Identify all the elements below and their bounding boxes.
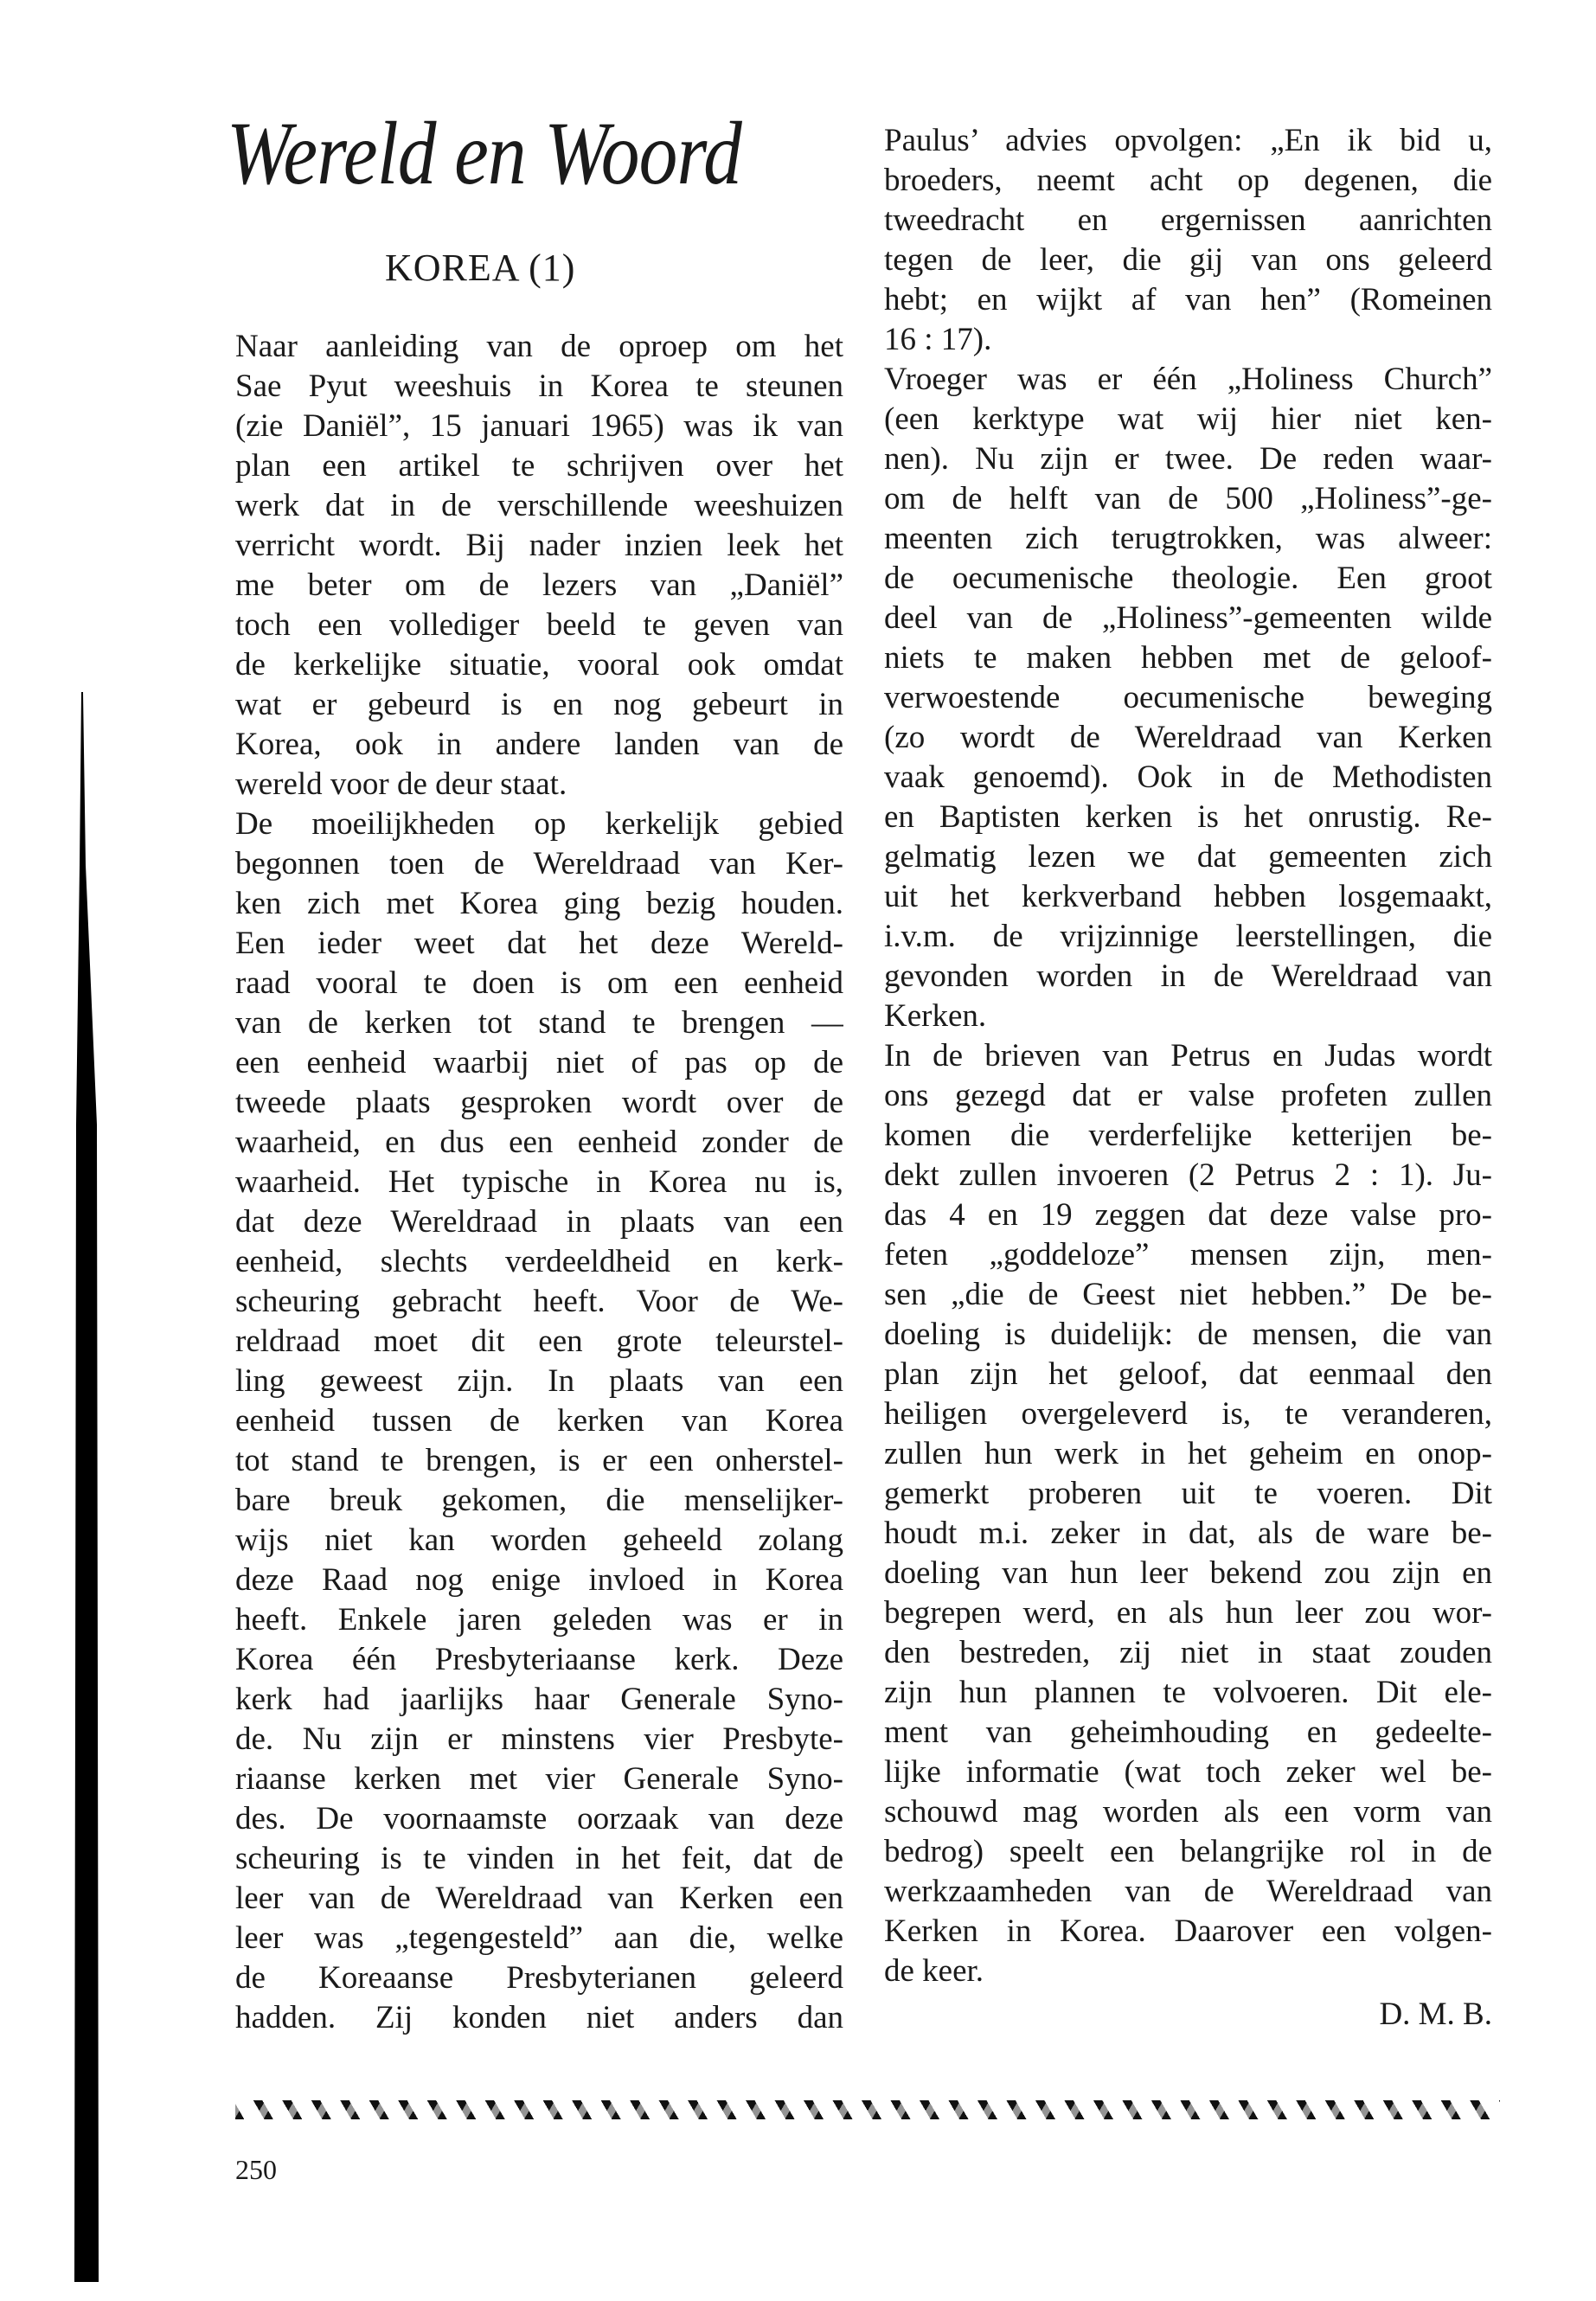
text-line: feten „goddeloze” mensen zijn, men- — [884, 1237, 1492, 1272]
text-line: me beter om de lezers van „Daniël” — [235, 567, 843, 603]
text-line: das 4 en 19 zeggen dat deze valse pro- — [884, 1197, 1492, 1233]
text-line: hebt; en wijkt af van hen” (Romeinen — [884, 282, 1492, 317]
text-line: verwoestende oecumenische beweging — [884, 680, 1492, 715]
text-line: riaanse kerken met vier Generale Syno- — [235, 1761, 843, 1797]
text-line: De moeilijkheden op kerkelijk gebied — [235, 806, 843, 842]
text-line: 16 : 17). — [884, 322, 992, 357]
text-line: deel van de „Holiness”-gemeenten wilde — [884, 600, 1492, 636]
text-line: komen die verderfelijke ketterijen be- — [884, 1118, 1492, 1153]
text-line: plan een artikel te schrijven over het — [235, 448, 843, 484]
text-line: de kerkelijke situatie, vooral ook omdat — [235, 647, 843, 683]
text-line: den bestreden, zij niet in staat zouden — [884, 1635, 1492, 1670]
text-line: wat er gebeurd is en nog gebeurt in — [235, 687, 843, 722]
text-line: de keer. — [884, 1953, 984, 1989]
text-line: lijke informatie (wat toch zeker wel be- — [884, 1754, 1492, 1790]
text-line: Sae Pyut weeshuis in Korea te steunen — [235, 369, 843, 404]
text-line: uit het kerkverband hebben losgemaakt, — [884, 879, 1492, 914]
text-line: verricht wordt. Bij nader inzien leek het — [235, 528, 843, 563]
text-line: tegen de leer, die gij van ons geleerd — [884, 242, 1492, 278]
text-line: begrepen werd, en als hun leer zou wor- — [884, 1595, 1492, 1631]
text-line: begonnen toen de Wereldraad van Ker- — [235, 846, 843, 881]
article-right-column — [884, 121, 1492, 1991]
text-line: Kerken. — [884, 998, 987, 1034]
text-line: tweede plaats gesproken wordt over de — [235, 1085, 843, 1120]
text-line: eenheid, slechts verdeeldheid en kerk- — [235, 1244, 843, 1279]
page-number: 250 — [235, 2154, 277, 2185]
text-line: gelmatig lezen we dat gemeenten zich — [884, 839, 1492, 875]
text-line: broeders, neemt acht op degenen, die — [884, 163, 1492, 198]
text-line: heiligen overgeleverd is, te veranderen, — [884, 1396, 1492, 1432]
text-line: eenheid tussen de kerken van Korea — [235, 1403, 843, 1439]
text-line: hadden. Zij konden niet anders dan — [235, 2000, 843, 2035]
text-line: Naar aanleiding van de oproep om het — [235, 329, 843, 364]
text-line: bare breuk gekomen, die menselijker- — [235, 1483, 843, 1518]
text-line: wereld voor de deur staat. — [235, 766, 567, 802]
text-line: (een kerktype wat wij hier niet ken- — [884, 401, 1492, 437]
text-line: i.v.m. de vrijzinnige leerstellingen, die — [884, 919, 1492, 954]
article-heading: KOREA (1) — [385, 247, 576, 289]
text-line: vaak genoemd). Ook in de Methodisten — [884, 760, 1492, 795]
text-line: Een ieder weet dat het deze Wereld- — [235, 926, 843, 961]
text-line: zijn hun plannen te volvoeren. Dit ele- — [884, 1675, 1492, 1710]
text-line: In de brieven van Petrus en Judas wordt — [884, 1038, 1492, 1074]
text-line: schouwd mag worden als een vorm van — [884, 1794, 1492, 1830]
text-line: de oecumenische theologie. Een groot — [884, 561, 1492, 596]
text-line: gemerkt proberen uit te voeren. Dit — [884, 1476, 1492, 1511]
section-title: Wereld en Woord — [227, 104, 741, 203]
text-line: werk dat in de verschillende weeshuizen — [235, 488, 843, 523]
text-line: kerk had jaarlijks haar Generale Syno- — [235, 1682, 843, 1717]
text-line: plan zijn het geloof, dat eenmaal den — [884, 1356, 1492, 1392]
text-line: ment van geheimhouding en gedeelte- — [884, 1715, 1492, 1750]
text-line: leer was „tegengesteld” aan die, welke — [235, 1920, 843, 1956]
text-line: zullen hun werk in het geheim en onop- — [884, 1436, 1492, 1471]
text-line: leer van de Wereldraad van Kerken een — [235, 1881, 843, 1916]
text-line: wijs niet kan worden geheeld zolang — [235, 1522, 843, 1558]
author-signature: D. M. B. — [1379, 1997, 1492, 2032]
text-line: nen). Nu zijn er twee. De reden waar- — [884, 441, 1492, 477]
text-line: Kerken in Korea. Daarover een volgen- — [884, 1913, 1492, 1949]
text-line: om de helft van de 500 „Holiness”-ge- — [884, 481, 1492, 516]
text-line: doeling van hun leer bekend zou zijn en — [884, 1555, 1492, 1591]
ornamental-divider — [235, 2100, 1500, 2119]
text-line: Paulus’ advies opvolgen: „En ik bid u, — [884, 123, 1492, 158]
article-left-column — [235, 327, 843, 2038]
text-line: raad vooral te doen is om een eenheid — [235, 965, 843, 1001]
text-line: Vroeger was er één „Holiness Church” — [884, 362, 1492, 397]
text-line: de Koreaanse Presbyterianen geleerd — [235, 1960, 843, 1996]
text-line: meenten zich terugtrokken, was alweer: — [884, 521, 1492, 556]
text-line: toch een vollediger beeld te geven van — [235, 607, 843, 643]
text-line: niets te maken hebben met de geloof- — [884, 640, 1492, 676]
text-line: gevonden worden in de Wereldraad van — [884, 958, 1492, 994]
text-line: tweedracht en ergernissen aanrichten — [884, 202, 1492, 238]
text-line: en Baptisten kerken is het onrustig. Re- — [884, 799, 1492, 835]
text-line: een eenheid waarbij niet of pas op de — [235, 1045, 843, 1080]
text-line: scheuring is te vinden in het feit, dat de — [235, 1841, 843, 1876]
text-line: Korea één Presbyteriaanse kerk. Deze — [235, 1642, 843, 1677]
text-line: deze Raad nog enige invloed in Korea — [235, 1562, 843, 1598]
text-line: dekt zullen invoeren (2 Petrus 2 : 1). Ju- — [884, 1157, 1492, 1193]
text-line: ken zich met Korea ging bezig houden. — [235, 886, 843, 921]
text-line: bedrog) speelt een belangrijke rol in de — [884, 1834, 1492, 1869]
text-line: scheuring gebracht heeft. Voor de We- — [235, 1284, 843, 1319]
text-line: sen „die de Geest niet hebben.” De be- — [884, 1277, 1492, 1312]
text-line: ling geweest zijn. In plaats van een — [235, 1363, 843, 1399]
text-line: (zo wordt de Wereldraad van Kerken — [884, 720, 1492, 755]
text-line: Korea, ook in andere landen van de — [235, 727, 843, 762]
text-line: waarheid. Het typische in Korea nu is, — [235, 1164, 843, 1200]
text-line: reldraad moet dit een grote teleurstel- — [235, 1324, 843, 1359]
text-line: waarheid, en dus een eenheid zonder de — [235, 1125, 843, 1160]
text-line: houdt m.i. zeker in dat, als de ware be- — [884, 1516, 1492, 1551]
text-line: van de kerken tot stand te brengen — — [235, 1005, 843, 1041]
text-line: heeft. Enkele jaren geleden was er in — [235, 1602, 843, 1638]
text-line: doeling is duidelijk: de mensen, die van — [884, 1317, 1492, 1352]
text-line: des. De voornaamste oorzaak van deze — [235, 1801, 843, 1836]
text-line: dat deze Wereldraad in plaats van een — [235, 1204, 843, 1240]
text-line: (zie Daniël”, 15 januari 1965) was ik van — [235, 408, 843, 444]
page-edge-bar — [69, 692, 104, 2284]
text-line: werkzaamheden van de Wereldraad van — [884, 1874, 1492, 1909]
text-line: de. Nu zijn er minstens vier Presbyte- — [235, 1721, 843, 1757]
text-line: ons gezegd dat er valse profeten zullen — [884, 1078, 1492, 1113]
text-line: tot stand te brengen, is er een onherstel- — [235, 1443, 843, 1478]
